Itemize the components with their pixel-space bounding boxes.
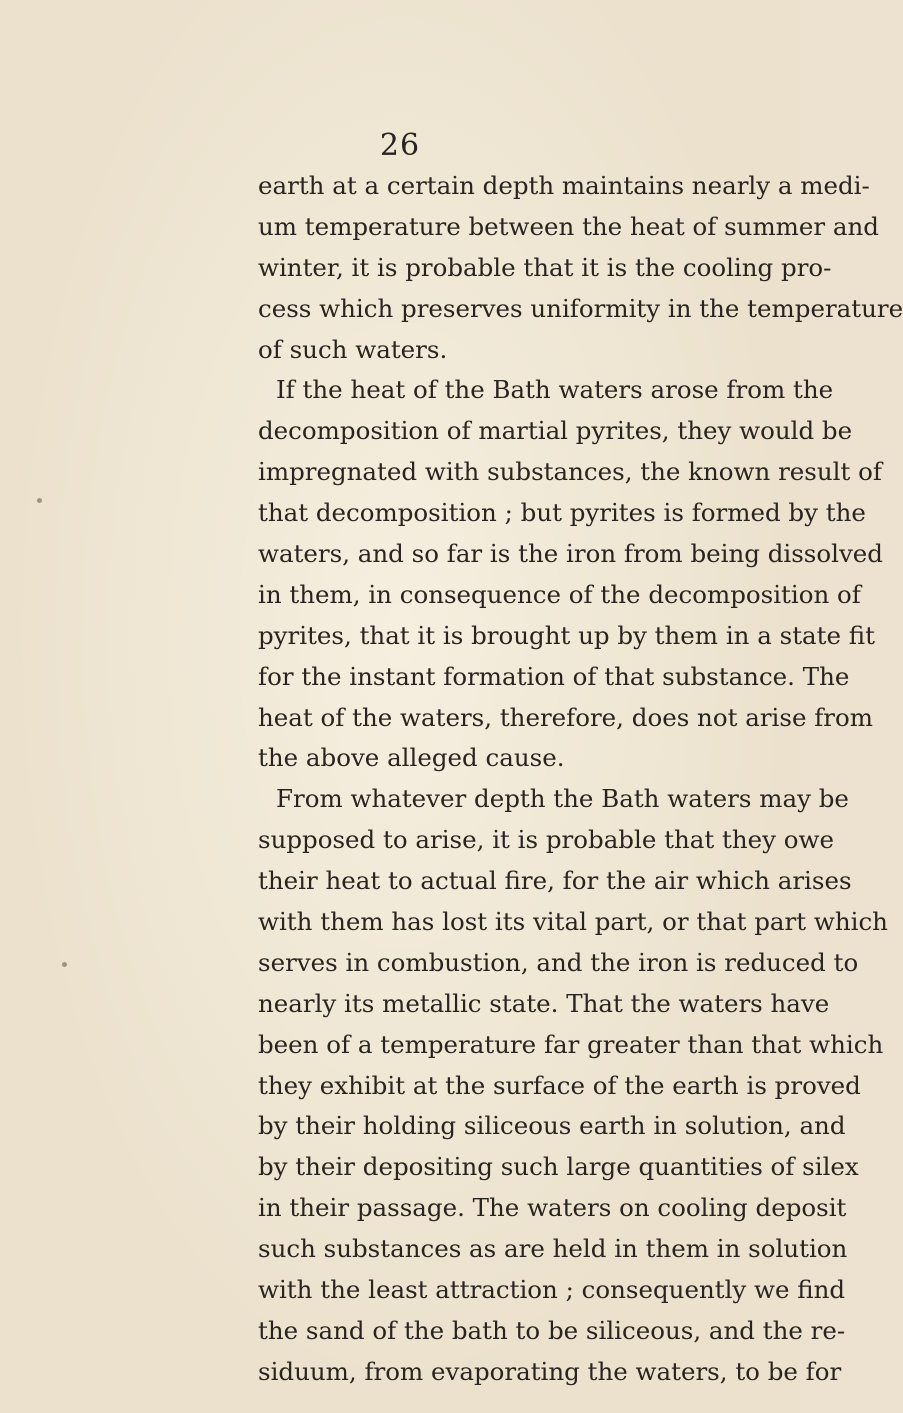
text-line: the above alleged cause.: [258, 743, 565, 773]
paragraph-start-line: From whatever depth the Bath waters may be: [276, 784, 849, 814]
text-line: siduum, from evaporating the waters, to be for: [258, 1356, 842, 1386]
text-line: by their holding siliceous earth in solution, and: [258, 1111, 846, 1141]
paper-speck: [62, 962, 67, 967]
text-line: that decomposition ; but pyrites is formed by the: [258, 498, 866, 528]
paragraph-start-line: If the heat of the Bath waters arose from the: [276, 375, 834, 405]
text-line: cess which preserves uniformity in the temperature: [258, 293, 903, 323]
text-line: of such waters.: [258, 334, 448, 364]
text-line: serves in combustion, and the iron is reduced to: [258, 947, 859, 977]
text-line: impregnated with substances, the known result of: [258, 457, 882, 487]
text-line: decomposition of martial pyrites, they would be: [258, 416, 853, 446]
text-line: in their passage. The waters on cooling deposit: [258, 1193, 847, 1223]
text-line: they exhibit at the surface of the earth is proved: [258, 1070, 861, 1100]
text-line: with the least attraction ; consequently we find: [258, 1275, 846, 1305]
text-line: by their depositing such large quantities of silex: [258, 1152, 859, 1182]
text-line: their heat to actual fire, for the air which arises: [258, 866, 852, 896]
text-line: such substances as are held in them in solution: [258, 1234, 848, 1264]
text-line: the sand of the bath to be siliceous, and the re-: [258, 1315, 846, 1345]
text-line: heat of the waters, therefore, does not arise from: [258, 702, 873, 732]
body-text: [258, 166, 903, 1393]
text-line: been of a temperature far greater than that which: [258, 1029, 884, 1059]
text-line: um temperature between the heat of summer and: [258, 211, 879, 241]
text-line: pyrites, that it is brought up by them in a state fit: [258, 620, 875, 650]
page-number: 26: [379, 128, 421, 163]
text-line: winter, it is probable that it is the cooling pro-: [258, 252, 832, 282]
paper-speck: [37, 498, 42, 503]
text-line: for the instant formation of that substance. The: [258, 661, 850, 691]
text-line: supposed to arise, it is probable that they owe: [258, 825, 834, 855]
text-line: earth at a certain depth maintains nearly a medi-: [258, 171, 870, 200]
text-line: with them has lost its vital part, or that part which: [258, 907, 888, 937]
text-line: in them, in consequence of the decomposition of: [258, 579, 861, 609]
text-line: nearly its metallic state. That the waters have: [258, 988, 830, 1018]
text-line: waters, and so far is the iron from being dissolved: [258, 539, 883, 569]
